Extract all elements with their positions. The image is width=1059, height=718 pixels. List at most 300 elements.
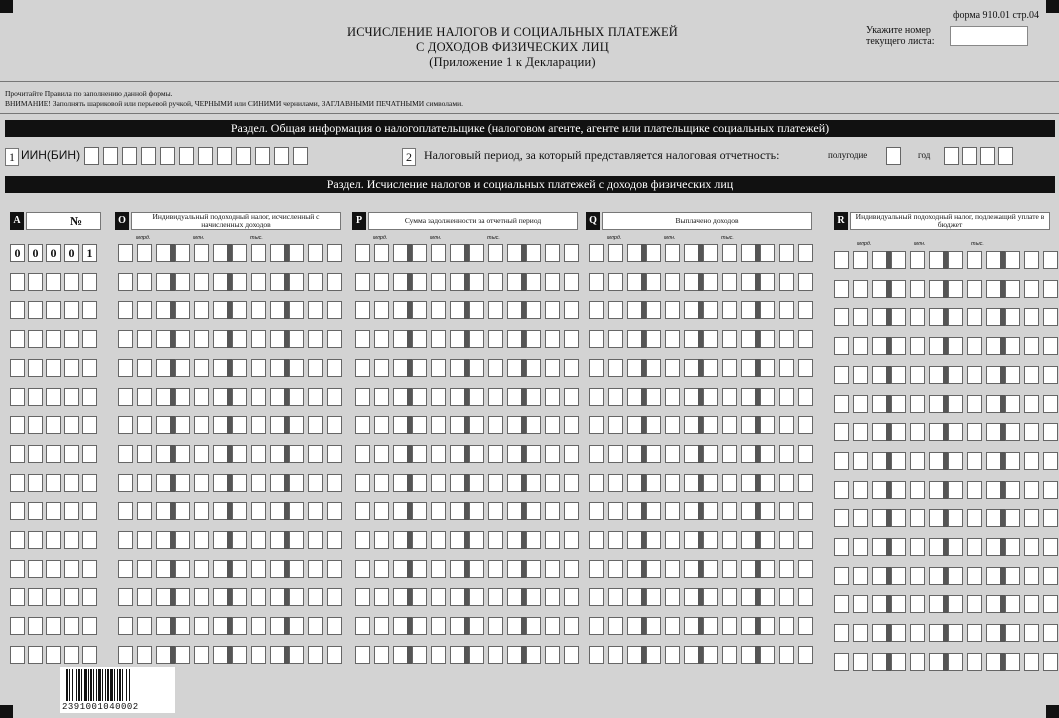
amount-cell-p[interactable]	[412, 273, 427, 291]
amount-cell-o[interactable]	[289, 617, 304, 635]
amount-cell-o[interactable]	[194, 588, 209, 606]
row-number-cell[interactable]	[46, 388, 61, 406]
amount-cell-o[interactable]	[194, 244, 209, 262]
row-number-cell[interactable]	[64, 273, 79, 291]
amount-cell-p[interactable]	[488, 273, 503, 291]
amount-cell-o[interactable]	[289, 330, 304, 348]
amount-cell-p[interactable]	[355, 531, 370, 549]
amount-cell-q[interactable]	[798, 301, 813, 319]
amount-cell-p[interactable]	[355, 502, 370, 520]
amount-cell-r[interactable]	[1043, 251, 1058, 269]
amount-cell-p[interactable]	[488, 359, 503, 377]
iin-bin-cell[interactable]	[293, 147, 308, 165]
amount-cell-o[interactable]	[194, 416, 209, 434]
amount-cell-o[interactable]	[156, 588, 171, 606]
amount-cell-q[interactable]	[684, 244, 699, 262]
amount-cell-r[interactable]	[929, 366, 944, 384]
amount-cell-p[interactable]	[393, 588, 408, 606]
amount-cell-p[interactable]	[488, 646, 503, 664]
amount-cell-o[interactable]	[251, 502, 266, 520]
amount-cell-p[interactable]	[488, 244, 503, 262]
amount-cell-r[interactable]	[834, 624, 849, 642]
amount-cell-o[interactable]	[175, 617, 190, 635]
amount-cell-o[interactable]	[270, 588, 285, 606]
amount-cell-o[interactable]	[289, 445, 304, 463]
amount-cell-p[interactable]	[355, 560, 370, 578]
amount-cell-r[interactable]	[910, 423, 925, 441]
amount-cell-o[interactable]	[213, 273, 228, 291]
amount-cell-q[interactable]	[646, 588, 661, 606]
amount-cell-q[interactable]	[760, 388, 775, 406]
iin-bin-cell[interactable]	[274, 147, 289, 165]
amount-cell-p[interactable]	[431, 388, 446, 406]
amount-cell-p[interactable]	[393, 301, 408, 319]
amount-cell-o[interactable]	[251, 244, 266, 262]
amount-cell-o[interactable]	[308, 301, 323, 319]
row-number-cell[interactable]	[46, 531, 61, 549]
amount-cell-p[interactable]	[431, 617, 446, 635]
amount-cell-r[interactable]	[929, 308, 944, 326]
amount-cell-p[interactable]	[488, 474, 503, 492]
amount-cell-o[interactable]	[213, 301, 228, 319]
amount-cell-q[interactable]	[741, 388, 756, 406]
amount-cell-r[interactable]	[1005, 452, 1020, 470]
row-number-cell[interactable]	[10, 445, 25, 463]
row-number-cell[interactable]	[64, 359, 79, 377]
amount-cell-q[interactable]	[722, 330, 737, 348]
amount-cell-q[interactable]	[779, 474, 794, 492]
amount-cell-q[interactable]	[684, 646, 699, 664]
amount-cell-r[interactable]	[853, 366, 868, 384]
amount-cell-q[interactable]	[608, 560, 623, 578]
amount-cell-q[interactable]	[589, 445, 604, 463]
year-cell[interactable]	[998, 147, 1013, 165]
row-number-cell[interactable]	[82, 617, 97, 635]
amount-cell-r[interactable]	[853, 423, 868, 441]
amount-cell-q[interactable]	[722, 531, 737, 549]
amount-cell-p[interactable]	[431, 273, 446, 291]
row-number-cell[interactable]	[10, 388, 25, 406]
amount-cell-q[interactable]	[741, 445, 756, 463]
amount-cell-r[interactable]	[929, 509, 944, 527]
amount-cell-r[interactable]	[834, 538, 849, 556]
amount-cell-r[interactable]	[853, 653, 868, 671]
amount-cell-o[interactable]	[118, 531, 133, 549]
amount-cell-o[interactable]	[232, 445, 247, 463]
amount-cell-p[interactable]	[526, 646, 541, 664]
amount-cell-p[interactable]	[469, 273, 484, 291]
amount-cell-p[interactable]	[412, 474, 427, 492]
row-number-cell[interactable]	[10, 588, 25, 606]
amount-cell-q[interactable]	[722, 474, 737, 492]
half-year-input[interactable]	[886, 147, 901, 165]
amount-cell-q[interactable]	[684, 474, 699, 492]
amount-cell-r[interactable]	[986, 395, 1001, 413]
amount-cell-q[interactable]	[741, 531, 756, 549]
row-number-cell[interactable]	[10, 531, 25, 549]
amount-cell-o[interactable]	[270, 416, 285, 434]
amount-cell-q[interactable]	[779, 531, 794, 549]
amount-cell-r[interactable]	[910, 595, 925, 613]
amount-cell-r[interactable]	[1043, 653, 1058, 671]
amount-cell-o[interactable]	[175, 560, 190, 578]
amount-cell-q[interactable]	[646, 244, 661, 262]
amount-cell-q[interactable]	[703, 273, 718, 291]
amount-cell-p[interactable]	[564, 646, 579, 664]
amount-cell-q[interactable]	[722, 301, 737, 319]
amount-cell-o[interactable]	[308, 474, 323, 492]
amount-cell-p[interactable]	[469, 502, 484, 520]
amount-cell-p[interactable]	[526, 588, 541, 606]
amount-cell-p[interactable]	[355, 617, 370, 635]
amount-cell-q[interactable]	[703, 531, 718, 549]
amount-cell-r[interactable]	[1024, 308, 1039, 326]
amount-cell-q[interactable]	[684, 388, 699, 406]
amount-cell-q[interactable]	[760, 359, 775, 377]
amount-cell-p[interactable]	[355, 445, 370, 463]
amount-cell-q[interactable]	[608, 445, 623, 463]
amount-cell-q[interactable]	[627, 330, 642, 348]
amount-cell-p[interactable]	[526, 301, 541, 319]
amount-cell-r[interactable]	[948, 567, 963, 585]
row-number-cell[interactable]	[10, 560, 25, 578]
amount-cell-o[interactable]	[118, 445, 133, 463]
amount-cell-p[interactable]	[526, 502, 541, 520]
amount-cell-q[interactable]	[589, 502, 604, 520]
amount-cell-q[interactable]	[665, 588, 680, 606]
amount-cell-o[interactable]	[270, 445, 285, 463]
amount-cell-r[interactable]	[1043, 567, 1058, 585]
amount-cell-o[interactable]	[308, 416, 323, 434]
amount-cell-p[interactable]	[374, 244, 389, 262]
amount-cell-q[interactable]	[760, 502, 775, 520]
amount-cell-o[interactable]	[137, 359, 152, 377]
amount-cell-q[interactable]	[760, 560, 775, 578]
amount-cell-o[interactable]	[175, 359, 190, 377]
amount-cell-q[interactable]	[646, 330, 661, 348]
amount-cell-q[interactable]	[741, 502, 756, 520]
amount-cell-q[interactable]	[703, 646, 718, 664]
row-number-cell[interactable]	[82, 330, 97, 348]
amount-cell-q[interactable]	[646, 502, 661, 520]
amount-cell-r[interactable]	[986, 509, 1001, 527]
amount-cell-p[interactable]	[374, 617, 389, 635]
amount-cell-r[interactable]	[948, 280, 963, 298]
amount-cell-q[interactable]	[665, 445, 680, 463]
iin-bin-cell[interactable]	[179, 147, 194, 165]
amount-cell-o[interactable]	[327, 273, 342, 291]
amount-cell-o[interactable]	[232, 301, 247, 319]
amount-cell-o[interactable]	[156, 244, 171, 262]
amount-cell-r[interactable]	[834, 395, 849, 413]
amount-cell-q[interactable]	[627, 474, 642, 492]
amount-cell-r[interactable]	[1024, 653, 1039, 671]
amount-cell-q[interactable]	[646, 445, 661, 463]
amount-cell-p[interactable]	[488, 560, 503, 578]
amount-cell-o[interactable]	[327, 359, 342, 377]
amount-cell-p[interactable]	[526, 388, 541, 406]
amount-cell-r[interactable]	[834, 595, 849, 613]
amount-cell-p[interactable]	[564, 474, 579, 492]
amount-cell-o[interactable]	[213, 531, 228, 549]
iin-bin-cell[interactable]	[122, 147, 137, 165]
amount-cell-r[interactable]	[986, 366, 1001, 384]
amount-cell-q[interactable]	[779, 359, 794, 377]
amount-cell-r[interactable]	[986, 337, 1001, 355]
amount-cell-q[interactable]	[665, 273, 680, 291]
amount-cell-r[interactable]	[967, 308, 982, 326]
amount-cell-o[interactable]	[175, 474, 190, 492]
amount-cell-p[interactable]	[374, 388, 389, 406]
amount-cell-p[interactable]	[450, 416, 465, 434]
amount-cell-p[interactable]	[507, 416, 522, 434]
amount-cell-p[interactable]	[393, 359, 408, 377]
amount-cell-o[interactable]	[327, 531, 342, 549]
amount-cell-q[interactable]	[798, 388, 813, 406]
amount-cell-o[interactable]	[118, 273, 133, 291]
amount-cell-o[interactable]	[194, 531, 209, 549]
amount-cell-o[interactable]	[194, 474, 209, 492]
amount-cell-o[interactable]	[289, 588, 304, 606]
amount-cell-o[interactable]	[156, 359, 171, 377]
amount-cell-q[interactable]	[665, 244, 680, 262]
amount-cell-r[interactable]	[1005, 308, 1020, 326]
amount-cell-p[interactable]	[488, 445, 503, 463]
amount-cell-o[interactable]	[175, 588, 190, 606]
iin-bin-cell[interactable]	[141, 147, 156, 165]
amount-cell-r[interactable]	[910, 538, 925, 556]
amount-cell-p[interactable]	[469, 388, 484, 406]
amount-cell-o[interactable]	[308, 646, 323, 664]
amount-cell-o[interactable]	[327, 301, 342, 319]
amount-cell-q[interactable]	[665, 617, 680, 635]
amount-cell-p[interactable]	[545, 560, 560, 578]
amount-cell-p[interactable]	[355, 588, 370, 606]
amount-cell-q[interactable]	[665, 531, 680, 549]
amount-cell-p[interactable]	[431, 474, 446, 492]
amount-cell-p[interactable]	[393, 474, 408, 492]
amount-cell-p[interactable]	[393, 273, 408, 291]
amount-cell-q[interactable]	[703, 416, 718, 434]
amount-cell-r[interactable]	[872, 624, 887, 642]
amount-cell-r[interactable]	[948, 509, 963, 527]
amount-cell-o[interactable]	[194, 388, 209, 406]
amount-cell-o[interactable]	[232, 388, 247, 406]
row-number-cell[interactable]: 0	[28, 244, 43, 262]
amount-cell-q[interactable]	[722, 445, 737, 463]
amount-cell-r[interactable]	[1005, 423, 1020, 441]
row-number-cell[interactable]	[46, 301, 61, 319]
amount-cell-r[interactable]	[1024, 280, 1039, 298]
amount-cell-r[interactable]	[967, 423, 982, 441]
amount-cell-q[interactable]	[665, 301, 680, 319]
amount-cell-p[interactable]	[545, 273, 560, 291]
amount-cell-o[interactable]	[270, 646, 285, 664]
amount-cell-q[interactable]	[741, 416, 756, 434]
amount-cell-p[interactable]	[526, 359, 541, 377]
amount-cell-r[interactable]	[929, 624, 944, 642]
row-number-cell[interactable]	[28, 646, 43, 664]
amount-cell-o[interactable]	[213, 244, 228, 262]
amount-cell-p[interactable]	[393, 416, 408, 434]
amount-cell-r[interactable]	[1024, 337, 1039, 355]
amount-cell-r[interactable]	[1005, 395, 1020, 413]
amount-cell-q[interactable]	[722, 273, 737, 291]
amount-cell-r[interactable]	[872, 509, 887, 527]
amount-cell-r[interactable]	[834, 251, 849, 269]
amount-cell-o[interactable]	[118, 502, 133, 520]
amount-cell-p[interactable]	[412, 359, 427, 377]
amount-cell-r[interactable]	[1005, 337, 1020, 355]
iin-bin-cell[interactable]	[217, 147, 232, 165]
amount-cell-q[interactable]	[627, 560, 642, 578]
amount-cell-o[interactable]	[137, 502, 152, 520]
row-number-cell[interactable]	[46, 474, 61, 492]
amount-cell-q[interactable]	[589, 359, 604, 377]
amount-cell-q[interactable]	[627, 646, 642, 664]
amount-cell-o[interactable]	[156, 445, 171, 463]
amount-cell-r[interactable]	[1043, 337, 1058, 355]
amount-cell-o[interactable]	[213, 359, 228, 377]
amount-cell-q[interactable]	[589, 474, 604, 492]
amount-cell-o[interactable]	[270, 301, 285, 319]
amount-cell-p[interactable]	[545, 244, 560, 262]
amount-cell-r[interactable]	[872, 653, 887, 671]
amount-cell-o[interactable]	[289, 474, 304, 492]
amount-cell-p[interactable]	[507, 273, 522, 291]
amount-cell-o[interactable]	[175, 646, 190, 664]
amount-cell-p[interactable]	[450, 301, 465, 319]
amount-cell-o[interactable]	[156, 617, 171, 635]
amount-cell-q[interactable]	[798, 445, 813, 463]
amount-cell-r[interactable]	[1043, 452, 1058, 470]
amount-cell-r[interactable]	[834, 509, 849, 527]
amount-cell-r[interactable]	[891, 308, 906, 326]
amount-cell-r[interactable]	[1043, 509, 1058, 527]
amount-cell-q[interactable]	[760, 588, 775, 606]
row-number-cell[interactable]	[82, 646, 97, 664]
amount-cell-q[interactable]	[589, 388, 604, 406]
amount-cell-p[interactable]	[374, 560, 389, 578]
amount-cell-q[interactable]	[760, 617, 775, 635]
amount-cell-o[interactable]	[232, 474, 247, 492]
row-number-cell[interactable]	[10, 502, 25, 520]
amount-cell-p[interactable]	[450, 388, 465, 406]
amount-cell-p[interactable]	[412, 416, 427, 434]
amount-cell-r[interactable]	[1024, 567, 1039, 585]
amount-cell-q[interactable]	[798, 416, 813, 434]
amount-cell-o[interactable]	[232, 646, 247, 664]
amount-cell-p[interactable]	[355, 388, 370, 406]
amount-cell-o[interactable]	[175, 531, 190, 549]
amount-cell-o[interactable]	[308, 617, 323, 635]
iin-bin-cell[interactable]	[198, 147, 213, 165]
amount-cell-q[interactable]	[684, 330, 699, 348]
amount-cell-o[interactable]	[118, 474, 133, 492]
amount-cell-r[interactable]	[1024, 481, 1039, 499]
amount-cell-p[interactable]	[431, 416, 446, 434]
row-number-cell[interactable]	[64, 588, 79, 606]
amount-cell-q[interactable]	[703, 388, 718, 406]
amount-cell-o[interactable]	[232, 502, 247, 520]
amount-cell-o[interactable]	[137, 388, 152, 406]
amount-cell-q[interactable]	[646, 560, 661, 578]
amount-cell-r[interactable]	[910, 251, 925, 269]
amount-cell-r[interactable]	[910, 366, 925, 384]
amount-cell-r[interactable]	[910, 567, 925, 585]
amount-cell-q[interactable]	[703, 359, 718, 377]
amount-cell-p[interactable]	[526, 445, 541, 463]
amount-cell-o[interactable]	[308, 560, 323, 578]
amount-cell-p[interactable]	[469, 445, 484, 463]
row-number-cell[interactable]	[82, 416, 97, 434]
amount-cell-q[interactable]	[608, 474, 623, 492]
amount-cell-r[interactable]	[967, 538, 982, 556]
amount-cell-r[interactable]	[834, 452, 849, 470]
amount-cell-o[interactable]	[327, 388, 342, 406]
amount-cell-p[interactable]	[564, 388, 579, 406]
amount-cell-p[interactable]	[526, 531, 541, 549]
amount-cell-q[interactable]	[798, 359, 813, 377]
amount-cell-r[interactable]	[929, 280, 944, 298]
amount-cell-o[interactable]	[232, 273, 247, 291]
amount-cell-r[interactable]	[1043, 280, 1058, 298]
amount-cell-r[interactable]	[853, 337, 868, 355]
amount-cell-q[interactable]	[665, 359, 680, 377]
amount-cell-r[interactable]	[1043, 624, 1058, 642]
amount-cell-q[interactable]	[608, 359, 623, 377]
amount-cell-o[interactable]	[270, 531, 285, 549]
amount-cell-r[interactable]	[910, 509, 925, 527]
amount-cell-o[interactable]	[232, 531, 247, 549]
amount-cell-q[interactable]	[627, 359, 642, 377]
amount-cell-q[interactable]	[589, 531, 604, 549]
amount-cell-q[interactable]	[627, 273, 642, 291]
amount-cell-o[interactable]	[289, 244, 304, 262]
amount-cell-o[interactable]	[251, 531, 266, 549]
amount-cell-q[interactable]	[779, 588, 794, 606]
amount-cell-r[interactable]	[872, 567, 887, 585]
year-cell[interactable]	[962, 147, 977, 165]
amount-cell-o[interactable]	[270, 388, 285, 406]
amount-cell-q[interactable]	[703, 244, 718, 262]
amount-cell-o[interactable]	[270, 244, 285, 262]
amount-cell-r[interactable]	[853, 538, 868, 556]
row-number-cell[interactable]	[28, 560, 43, 578]
amount-cell-o[interactable]	[194, 330, 209, 348]
amount-cell-o[interactable]	[327, 445, 342, 463]
amount-cell-p[interactable]	[355, 359, 370, 377]
amount-cell-q[interactable]	[760, 416, 775, 434]
amount-cell-q[interactable]	[608, 531, 623, 549]
amount-cell-p[interactable]	[545, 416, 560, 434]
amount-cell-o[interactable]	[232, 617, 247, 635]
iin-bin-cell[interactable]	[255, 147, 270, 165]
amount-cell-r[interactable]	[967, 595, 982, 613]
amount-cell-r[interactable]	[872, 423, 887, 441]
amount-cell-r[interactable]	[986, 624, 1001, 642]
amount-cell-q[interactable]	[684, 416, 699, 434]
amount-cell-q[interactable]	[589, 617, 604, 635]
amount-cell-q[interactable]	[779, 560, 794, 578]
amount-cell-o[interactable]	[137, 531, 152, 549]
amount-cell-o[interactable]	[118, 244, 133, 262]
amount-cell-p[interactable]	[545, 502, 560, 520]
amount-cell-q[interactable]	[741, 359, 756, 377]
amount-cell-r[interactable]	[891, 653, 906, 671]
amount-cell-p[interactable]	[431, 301, 446, 319]
amount-cell-p[interactable]	[469, 330, 484, 348]
